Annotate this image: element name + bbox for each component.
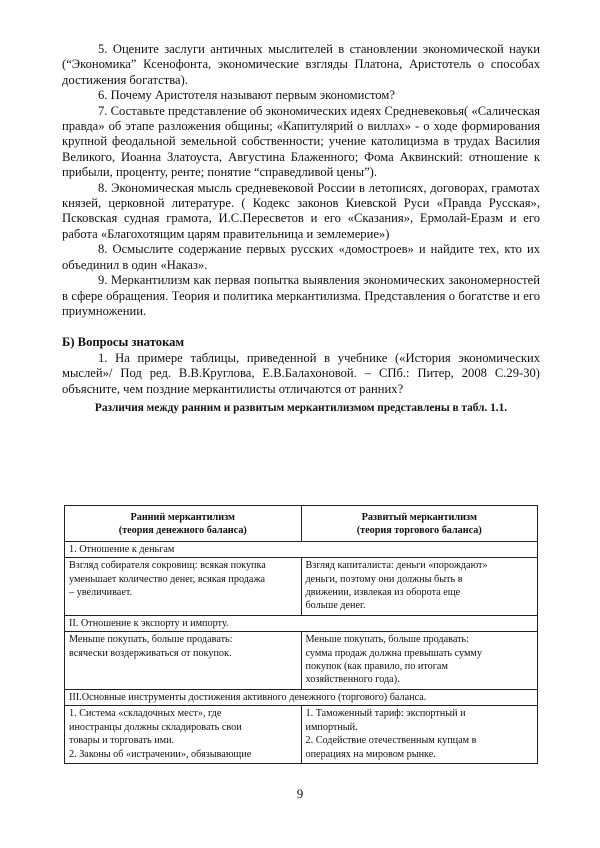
cell-developed-trade [301, 632, 538, 690]
cell-line: операциях на мировом рынке. [305, 748, 436, 760]
paragraph-9: 9. Меркантилизм как первая попытка выявления экономических закономерностей в сфере обращения. Теория и политика меркантилизма. Представления о богатстве и его приумножении. [62, 273, 540, 318]
paragraph-8a: 8. Экономическая мысль средневековой России в летописях, договорах, грамотах князей, церковной литературе. ( Кодекс законов Киевской Руси «Правда Русская», Псковская судная грамота, И.С.Пересветов и его «Сказания», Ермолай-Еразм и его работа «Благохотящим царям правительница и землемерие») [62, 180, 540, 241]
paragraph-5: 5. Оцените заслуги античных мыслителей в становлении экономической науки (“Экономика” Ксенофонта, экономические взгляды Платона, Аристотель о способах достижения богатства). [62, 42, 540, 87]
section-money-attitude: 1. Отношение к деньгам [65, 541, 538, 557]
cell-line: Меньше покупать, больше продавать: [305, 634, 470, 646]
cell-line: 1. Таможенный тариф: экспортный и [305, 708, 466, 720]
cell-line: импортный. [305, 721, 358, 733]
cell-line: товары и торговать ими. [69, 735, 175, 747]
cell-line: 2. Законы об «истрачении», обязывающие [69, 748, 252, 760]
table-row [65, 558, 538, 616]
paragraph-6: 6. Почему Аристотеля называют первым экономистом? [98, 88, 395, 103]
cell-developed-money [301, 558, 538, 616]
table-caption: Различия между ранним и развитым меркантилизмом представлены в табл. 1.1. [94, 401, 508, 414]
cell-developed-instruments [301, 706, 538, 764]
cell-line: деньги, поэтому они должны быть в [305, 573, 463, 585]
cell-line: Взгляд собирателя сокровищ: всякая покупка [69, 560, 266, 572]
cell-line: движении, извлекая из оборота еще [305, 587, 461, 599]
section-title: Б) Вопросы знатокам [62, 335, 185, 350]
cell-line: 2. Содействие отечественным купцам в [305, 735, 477, 747]
cell-early-money [65, 558, 302, 616]
document-body [62, 42, 540, 415]
header-developed-title: Развитый меркантилизм [361, 512, 477, 523]
table-section-row [65, 615, 538, 631]
page-number: 9 [296, 786, 304, 801]
table-header-row [65, 506, 538, 542]
cell-line: 1. Система «складочных мест», где [69, 708, 222, 720]
table-row [65, 706, 538, 764]
table-section-row [65, 541, 538, 557]
header-early-title: Ранний меркантилизм [130, 512, 235, 523]
header-early-subtitle: (теория денежного баланса) [118, 525, 247, 537]
cell-line: покупок (как правило, по итогам [305, 661, 448, 673]
cell-line: всячески воздерживаться от покупок. [69, 647, 232, 659]
cell-early-trade [65, 632, 302, 690]
cell-line: Взгляд капиталиста: деньги «порождают» [305, 560, 488, 572]
paragraph-8b: 8. Осмыслите содержание первых русских «домостроев» и найдите тех, кто их объединил в один «Наказ». [62, 242, 540, 272]
cell-line: Меньше покупать, больше продавать: [69, 634, 233, 646]
section-instruments: III.Основные инструменты достижения активного денежного (торгового) баланса. [65, 689, 538, 705]
question-1: 1. На примере таблицы, приведенной в учебнике («История экономических мыслей»/ Под ред. В.В.Круглова, Е.В.Балахоновой. – СПб.: Питер, 2008 С.29-30) объясните, чем поздние меркантилисты отличаются от ранних? [62, 350, 540, 396]
paragraph-7: 7. Составьте представление об экономических идеях Средневековья( «Салическая правда» об этапе разложения общины; «Капитулярий о виллах» - о ходе формирования крупной феодальной земельной собственности; учение католицизма в трудах Василия Великого, Иоанна Златоуста, Августина Блаженного; Фома Аквинский: отношение к прибыли, проценту, ренте; понятие “справедливой цены”). [62, 103, 540, 180]
section-export-import: II. Отношение к экспорту и импорту. [65, 615, 538, 631]
cell-early-instruments [65, 706, 302, 764]
cell-line: иностранцы должны складировать свои [69, 721, 242, 733]
comparison-table [64, 505, 538, 764]
cell-line: хозяйственного года). [305, 674, 400, 686]
cell-line: уменьшает количество денег, всякая продажа [69, 573, 266, 585]
cell-line: сумма продаж должна превышать сумму [305, 647, 482, 659]
header-developed-subtitle: (теория торгового баланса) [356, 525, 482, 537]
header-developed-mercantilism [301, 506, 538, 542]
header-early-mercantilism [65, 506, 302, 542]
cell-line: больше денег. [305, 600, 366, 612]
table-row [65, 632, 538, 690]
table-section-row [65, 689, 538, 705]
cell-line: – увеличивает. [69, 587, 133, 599]
